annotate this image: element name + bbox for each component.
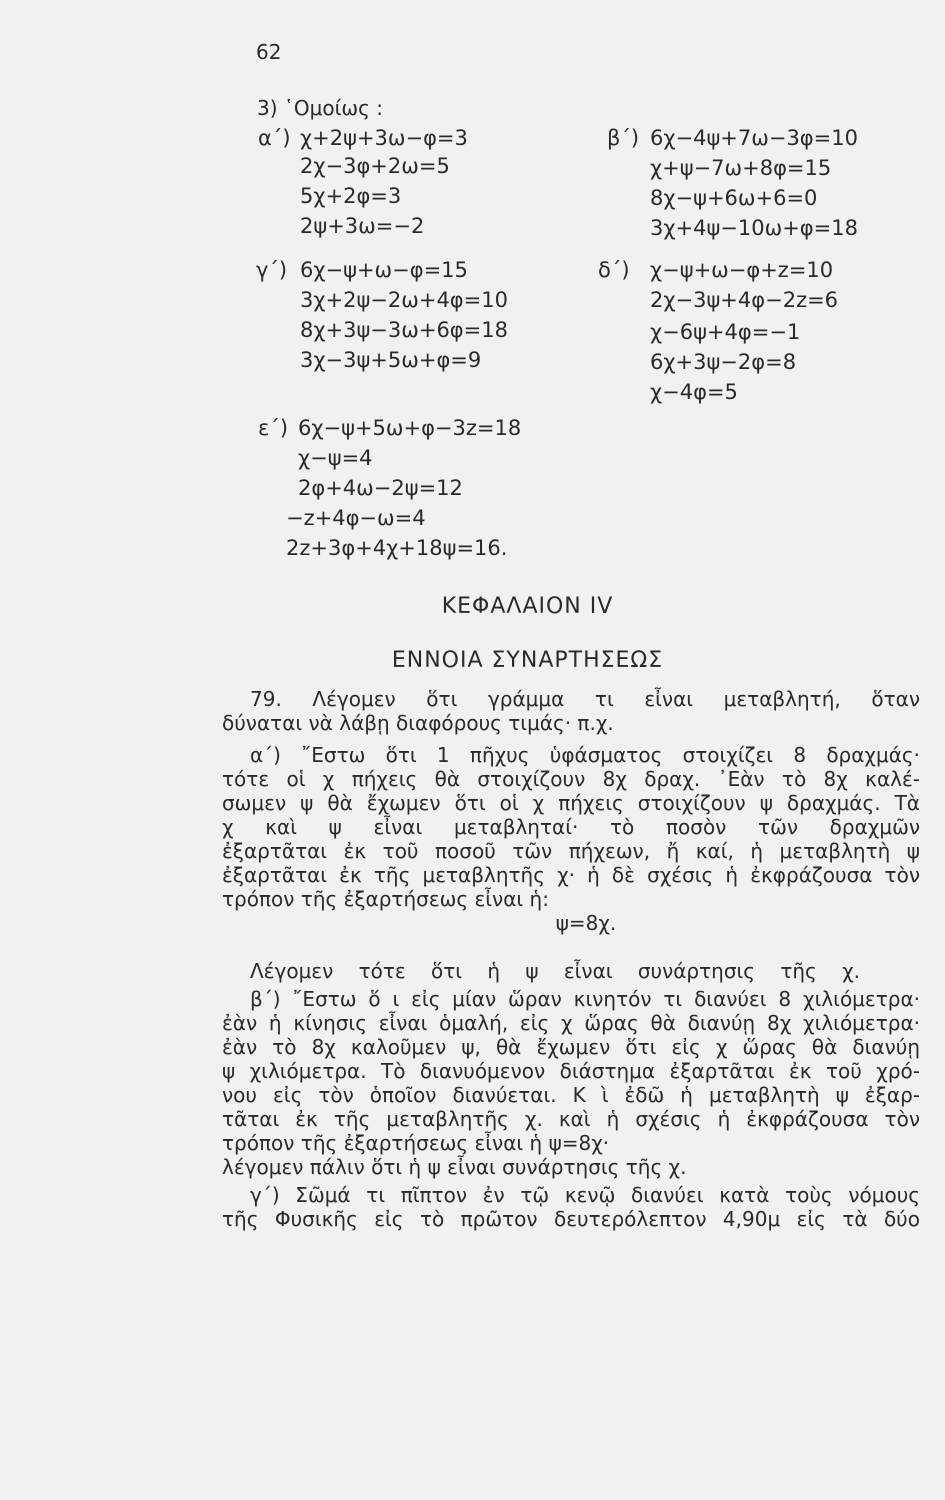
- equation: 2z+3φ+4χ+18ψ=16.: [286, 536, 508, 560]
- paragraph-function-statement: [222, 959, 920, 983]
- text-line: χ καὶ ψ εἶναι μεταβληταί· τὸ ποσὸν τῶν δραχμῶν: [222, 815, 920, 839]
- paragraph-example-a: [222, 743, 920, 935]
- text-line: ἐξαρτᾶται ἐκ τῆς μεταβλητῆς χ· ἡ δὲ σχέσις ἡ ἐκφράζουσα τὸν: [222, 863, 920, 887]
- text-line: τρόπον τῆς ἐξαρτήσεως εἶναι ἡ ψ=8χ·: [222, 1131, 610, 1155]
- text-line: λέγομεν πάλιν ὅτι ἡ ψ εἶναι συνάρτησις τῆς χ.: [222, 1155, 687, 1179]
- text-line: νου εἰς τὸν ὁποῖον διανύεται. Κ ὶ ἐδῶ ἡ μεταβλητὴ ψ ἐξαρ-: [222, 1083, 920, 1107]
- equation: 8χ+3ψ−3ω+6φ=18: [300, 318, 508, 342]
- equation: 3χ−3ψ+5ω+φ=9: [300, 348, 482, 372]
- text-line: ἐὰν ἡ κίνησις εἶναι ὁμαλή, εἰς χ ὥρας θὰ διανύῃ 8χ χιλιόμετρα·: [222, 1011, 920, 1035]
- system-b-label: β΄): [607, 126, 640, 150]
- equation: 6χ−ψ+5ω+φ−3z=18: [298, 416, 522, 440]
- equation: χ−4φ=5: [650, 380, 738, 404]
- text-line: τρόπον τῆς ἐξαρτήσεως εἶναι ἡ:: [222, 887, 549, 911]
- text-line: ἐξαρτᾶται ἐκ τοῦ ποσοῦ τῶν πήχεων, ἤ καί, ἡ μεταβλητὴ ψ: [222, 839, 920, 863]
- equation: 6χ−4ψ+7ω−3φ=10: [650, 126, 858, 150]
- equation: χ−ψ+ω−φ+z=10: [650, 258, 834, 282]
- text-line: σωμεν ψ θὰ ἔχωμεν ὅτι οἱ χ πήχεις στοιχίζουν ψ δραχμάς. Τὰ: [222, 791, 920, 815]
- equation: χ−6ψ+4φ=−1: [650, 320, 801, 344]
- formula: ψ=8χ.: [555, 911, 617, 935]
- text-line: α΄) ῎Εστω ὅτι 1 πῆχυς ὑφάσματος στοιχίζει 8 δραχμάς·: [250, 743, 920, 767]
- system-d-label: δ΄): [598, 258, 630, 282]
- paragraph-example-b: [222, 987, 920, 1179]
- text-line: β΄) ῎Εστω ὅ ι εἰς μίαν ὥραν κινητόν τι διανύει 8 χιλιόμετρα·: [250, 987, 920, 1011]
- page-number: 62: [256, 40, 282, 64]
- exercise-intro: 3) ῾Ομοίως :: [257, 96, 383, 120]
- text-line: Λέγομεν τότε ὅτι ἡ ψ εἶναι συνάρτησις τῆς χ.: [250, 959, 860, 983]
- paragraph-example-c: [222, 1183, 920, 1231]
- equation: 6χ+3ψ−2φ=8: [650, 350, 797, 374]
- equation: 5χ+2φ=3: [300, 184, 402, 208]
- system-e-label: ε΄): [258, 416, 289, 440]
- text-line: γ΄) Σῶμά τι πῖπτον ἐν τῷ κενῷ διανύει κατὰ τοὺς νόμους: [250, 1183, 920, 1207]
- text-line: ἐὰν τὸ 8χ καλοῦμεν ψ, θὰ ἔχωμεν ὅτι εἰς χ ὥρας θὰ διανύῃ: [222, 1035, 920, 1059]
- equation: 2χ−3φ+2ω=5: [300, 154, 450, 178]
- equation: 2ψ+3ω=−2: [300, 214, 425, 238]
- equation: χ+2ψ+3ω−φ=3: [300, 126, 468, 150]
- system-a-label: α΄): [258, 126, 291, 150]
- equation: −z+4φ−ω=4: [286, 506, 426, 530]
- equation: 2φ+4ω−2ψ=12: [298, 476, 463, 500]
- text-line: τῆς Φυσικῆς εἰς τὸ πρῶτον δευτερόλεπτον 4,90μ εἰς τὰ δύο: [222, 1207, 920, 1231]
- paragraph-definition: [222, 687, 920, 735]
- equation: 3χ+2ψ−2ω+4φ=10: [300, 288, 508, 312]
- text-line: τότε οἱ χ πήχεις θὰ στοιχίζουν 8χ δραχ. ᾿Εὰν τὸ 8χ καλέ-: [222, 767, 920, 791]
- text-line: τᾶται ἐκ τῆς μεταβλητῆς χ. καὶ ἡ σχέσις ἡ ἐκφράζουσα τὸν: [222, 1107, 920, 1131]
- equation: χ−ψ=4: [298, 446, 373, 470]
- equation: 2χ−3ψ+4φ−2z=6: [650, 288, 839, 312]
- text-line: δύναται νὰ λάβῃ διαφόρους τιμάς· π.χ.: [222, 711, 614, 735]
- equation: 6χ−ψ+ω−φ=15: [300, 258, 468, 282]
- equation: 8χ−ψ+6ω+6=0: [650, 186, 818, 210]
- text-line: 79. Λέγομεν ὅτι γράμμα τι εἶναι μεταβλητή, ὅταν: [250, 687, 920, 711]
- system-c-label: γ΄): [256, 258, 288, 282]
- chapter-number: ΚΕΦΑΛΑΙΟΝ IV: [441, 594, 614, 619]
- chapter-title: ΕΝΝΟΙΑ ΣΥΝΑΡΤΗΣΕΩΣ: [391, 648, 664, 673]
- equation: χ+ψ−7ω+8φ=15: [650, 156, 832, 180]
- equation: 3χ+4ψ−10ω+φ=18: [650, 216, 858, 240]
- text-line: ψ χιλιόμετρα. Τὸ διανυόμενον διάστημα ἐξαρτᾶται ἐκ τοῦ χρό-: [222, 1059, 920, 1083]
